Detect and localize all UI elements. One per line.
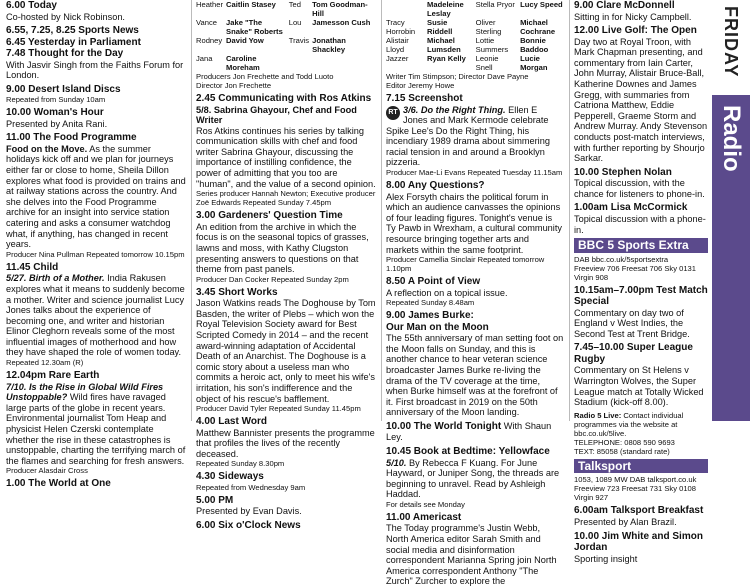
column-divider [569,0,570,421]
listing-credit: Writer Tim Stimpson; Director Dave Payne Editor Jeremy Howe [386,72,529,90]
listing-body: 3/6. Do the Right Thing. Ellen E Jones and Mark Kermode celebrate Spike Lee's Do the Right Thing, his incendiary 1989 drama about simmering racial tension in and around a Brooklyn pizzeria. [386,104,550,168]
listing-body: Sporting insight [574,553,638,564]
listing-credit: Repeated from Wednesday 9am [196,482,306,492]
listing-credit: For details see Monday [386,499,465,509]
listing-body: 5/10. By Rebecca F Kuang. For June Hayward, or Juniper Song, the threads are beginning to unravel. Read by Ashleigh Haddad. [386,457,560,500]
listing-credit: Producer Nina Pullman Repeated tomorrow 10.15pm [6,249,185,259]
listing-title: 4.00 Last Word [196,416,267,428]
listing-title: 10.00 Jim White and Simon Jordan [574,530,703,554]
listing-title: 10.00 Woman's Hour [6,107,104,119]
listing-credit: Repeated Sunday 8.48am [386,298,475,308]
listing-credit: Repeated from Sunday 10am [6,95,106,105]
listing-credit: Producer Mae-Li Evans Repeated Tuesday 11.15am [386,168,563,178]
column-5live-sports [574,0,708,564]
listing-body: Day two at Royal Troon, with Mark Chapman presenting, and commentary from Iain Carter, John Murray, Alistair Bruce-Ball, Katherine Downes and James Gregg, with summaries from Catriona Matthew, Eddie Pepperell, Graeme Storm and Andrew Murray. Andy Stevenson conducts post-match interviews, with further reporting by Shourjo Sarkar. [574,36,708,164]
listing-body: Alex Forsyth chairs the political forum in which an audience canvasses the opinions of four leading figures. Tonight's venue is Ty Pawb in Wrexham, a cultural community resource bringing together arts and markets within the same footprint. [386,191,562,255]
listing-title: 8.50 A Point of View [386,276,481,288]
cast-list: Madeleine Leslay Stella Pryor Lucy Speed Tracy Horrobin Susie Riddell Oliver Sterling Michael Cochrane Alistair Lloyd Michael Lumsden Lottie Summers Bonnie Baddoo Jazzer Ryan Kelly Leonie Snell Lucie Morgan [386,0,563,72]
listing-body: Topical discussion, with the chance for listeners to phone-in. [574,178,705,199]
page-section-sidebar [712,0,750,421]
listing-credit: Producer David Tyler Repeated Sunday 11.45pm [196,404,361,414]
listing-title: 7.48 Thought for the Day [6,48,124,60]
listing-title: 7.15 Screenshot [386,93,463,104]
section-tab [712,95,750,421]
station-frequencies: Freeview 723 Freesat 731 Sky 0108 Virgin 927 [574,484,696,503]
listing-body: Food on the Move. As the summer holidays kick off and we plan for journeys either far or close to home, Sheila Dillon explores what food is provided on trains and at railway stations across the country. And she delves into the Food Programme archive for an insight into service station catering and asks a consumer watchdog what, if anything, has changed in recent years. [6,143,186,250]
listing-title: 1.00am Lisa McCormick [574,202,688,214]
contact-text: TEXT: 85058 (standard rate) [574,446,670,456]
day-label: FRIDAY [721,6,741,78]
listing-credit: Producer Dan Cocker Repeated Sunday 2pm [196,274,349,284]
listing-body: Commentary on St Helens v Warrington Wolves, the Super League match at Totally Wicked Stadium (kick-off 8.00). [574,365,704,408]
listing-body: Jason Watkins reads The Doghouse by Tom Basden, the writer of Plebs – which won the Royal Television Society award for Best Scripted Comedy in 2014 – and the recent award-winning adaptation of Accidental Death of an Anarchist. The Doghouse is a comic story about a useless man who commits a heroic act, only to meet his wife's irritation, his son's indifference and the object of his rescue's bafflement. [196,298,376,404]
listing-title: 5.00 PM [196,494,234,506]
listing-body: 7/10. Is the Rise in Global Wild Fires Unstoppable? Wild fires have ravaged large parts of the globe in recent years. Environmental journalist Tom Heap and physicist Helen Czerski contemplate whether the rise in these catastrophes is unstoppable, charting the terrifying march of the flames and searching for fresh answers. [6,381,186,466]
listing-title: 2.45 Communicating with Ros Atkins [196,93,372,104]
listing-body: Topical discussion with a phone-in. [574,213,706,235]
cast-list: Heather Caitlin Stasey Ted Tom Goodman-Hill Vance Jake "The Snake" Roberts Lou Jamesson Cush Rodney David Yow Travis Jonathan Shackley Jana Caroline Moreham [196,0,371,72]
listing-title: 3.45 Short Works [196,286,278,298]
listing-body: Presented by Alan Brazil. [574,516,677,527]
listing-title: 10.15am–7.00pm Test Match Special [574,284,708,308]
station-frequencies: 1053, 1089 MW DAB talksport.co.uk [574,475,697,485]
listing-title: 10.00 The World Tonight [386,420,502,432]
column-divider [381,0,382,421]
listing-credit: Series producer Hannah Newton; Executive producer Zoë Edwards Repeated Sunday 7.45pm [196,189,376,208]
listing-title: 6.00 Today [6,0,57,11]
listing-episode: 5/8. Sabrina Ghayour, Chef and Food Writer [196,104,357,126]
listing-body: The 55th anniversary of man setting foot on the Moon falls on Sunday, and this is another chance to hear veteran science broadcaster James Burke re-living the drama of the TV coverage at the time, when Burke himself was at the forefront of it. First broadcast in 2019 on the 50th anniversary of the Moon landing. [386,333,564,418]
contact-telephone: TELEPHONE: 0808 590 9693 [574,437,675,447]
listing-title: 3.00 Gardeners' Question Time [196,210,343,222]
listing-title: 1.00 The World at One [6,478,111,490]
listing-title: 7.45–10.00 Super League Rugby [574,342,693,365]
listing-body: A reflection on a topical issue. [386,287,508,298]
listing-title: 12.00 Live Golf: The Open [574,25,697,37]
listing-credit: Producer Alasdair Cross [6,466,88,476]
listing-body: Ros Atkins continues his series by talking communication skills with chef and food writer Sabrina Ghayour, discussing the importance of instilling confidence, the power of admitting that you too are "human", and the value of a second opinion. [196,125,376,189]
listing-title: 9.00 James Burke: [386,310,474,322]
column-radio4-afternoon [196,0,376,532]
listing-title: 11.45 Child [6,261,59,273]
column-radio4-morning [6,0,186,490]
rt-choice-icon: RT [386,106,400,120]
listing-credit: Repeated 12.30am (R) [6,358,84,368]
station-frequencies: DAB bbc.co.uk/5sportsextra [574,254,669,264]
section-label: Radio [718,105,745,172]
listing-credit: Producer Camellia Sinclair Repeated tomorrow 1.10pm [386,255,545,274]
listing-body: An edition from the archive in which the focus is on the seasonal topics of grasses, lawns and moss, with Kathy Clugston presenting answers to questions on that theme from past panels. [196,221,369,275]
station-header-talksport: Talksport [574,459,708,474]
listing-title: 9.00 Clare McDonnell [574,0,675,11]
listing-body: Presented by Anita Rani. [6,118,108,129]
listing-title: 6.45 Yesterday in Parliament [6,36,141,48]
listing-body: With Shaun Ley. [386,420,552,443]
listing-body: Co-hosted by Nick Robinson. [6,11,125,22]
column-divider [191,0,192,421]
contact-label: Radio 5 Live: [574,410,622,420]
listing-title: 10.45 Book at Bedtime: Yellowface [386,446,550,458]
listing-credit: Producers Jon Frechette and Todd Luoto Director Jon Frechette [196,72,334,90]
listing-title: 6.00am Talksport Breakfast [574,505,704,517]
listing-title: 4.30 Sideways [196,471,264,483]
contact-body: Contact individual programmes via the website at bbc.co.uk/5live. [574,410,684,438]
listing-credit: Repeated Sunday 8.30pm [196,459,285,469]
listing-body: With Jasvir Singh from the Faiths Forum for London. [6,59,184,81]
listing-body: Commentary on day two of England v West Indies, the Second Test at Trent Bridge. [574,307,690,339]
column-radio4-evening [386,0,564,587]
listing-body: Matthew Bannister presents the programme that profiles the lives of the recently deceased. [196,427,375,459]
listing-title: 12.04pm Rare Earth [6,370,100,382]
listing-title: 9.00 Desert Island Discs [6,83,121,95]
listing-title: 11.00 The Food Programme [6,132,137,144]
listing-title: 6.00 Six o'Clock News [196,520,301,532]
listing-title: 6.55, 7.25, 8.25 Sports News [6,25,139,37]
listing-title: 8.00 Any Questions? [386,180,485,192]
listing-body: 5/27. Birth of a Mother. India Rakusen explores what it means to suddenly become a mother. Writer and science journalist Lucy Jones talks about the experience of becoming one, and writer and historian Elinor Cleghorn reveals some of the most influential images of motherhood and how they have shaped the role of women today. [6,273,185,358]
listing-body: The Today programme's Justin Webb, North America editor Sarah Smith and social media and disinformation correspondent Marianna Spring join North America correspondent Anthony "The Zurch" Zurcher to explore the [386,523,557,587]
listing-title: 11.00 Americast [386,511,462,523]
listing-title: Our Man on the Moon [386,321,489,333]
listing-title: 10.00 Stephen Nolan [574,166,672,178]
day-tab [712,0,750,95]
listing-body: Presented by Evan Davis. [196,506,302,517]
listing-body: Sitting in for Nicky Campbell. [574,11,692,22]
station-frequencies: Freeview 706 Freesat 706 Sky 0131 Virgin 908 [574,263,696,282]
station-header-5sportsextra: BBC 5 Sports Extra [574,238,708,253]
